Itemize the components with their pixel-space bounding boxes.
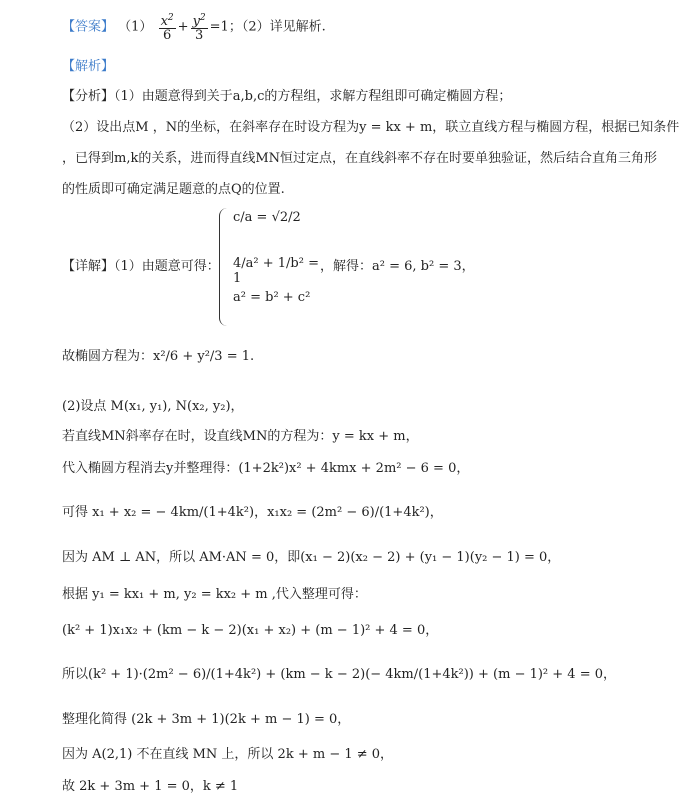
step-3: 代入椭圆方程消去y并整理得：(1+2k²)x² + 4kmx + 2m² − 6 = 0，: [62, 461, 470, 476]
sys-eq-3: a² = b² + c²: [233, 290, 311, 305]
sys-eq-1: c/a = √2/2: [233, 210, 301, 225]
answer-frac-x: $\frac{x^2}{6}$: [160, 13, 174, 43]
sys-eq-2: 4/a² + 1/b² = 1: [233, 256, 319, 286]
step-5: 因为 AM ⊥ AN，所以 AM·AN = 0，即(x₁ − 2)(x₂ − 2) + (y₁ − 1)(y₂ − 1) = 0，: [62, 550, 561, 565]
detail-text: （1）由题意可得：: [114, 259, 220, 274]
answer-frac-y: $\frac{y^2}{3}$: [192, 13, 206, 43]
part2-line-2: ，已得到m,k的关系，进而得直线MN恒过定点，在直线斜率不存在时要单独验证，然后结合直角三角形: [62, 151, 658, 166]
equation-system: [219, 208, 319, 328]
answer-line: 【答案】 （1） $\frac{x^2}{6}$ + $\frac{y^2}{3}$ =1；（2）详见解析.: [62, 13, 326, 43]
detail-tag: 【详解】: [62, 259, 115, 274]
part2-line-1: （2）设出点M ，N的坐标，在斜率存在时设方程为y = kx + m，联立直线方程与椭圆方程，根据已知条件: [62, 120, 680, 135]
step-8: 所以(k² + 1)·(2m² − 6)/(1+4k²) + (km − k − 2)(− 4km/(1+4k²)) + (m − 1)² + 4 = 0，: [62, 667, 617, 682]
fenxi-tag: 【分析】: [62, 89, 115, 104]
step-6: 根据 y₁ = kx₁ + m, y₂ = kx₂ + m ,代入整理可得：: [62, 587, 367, 602]
step-2: 若直线MN斜率存在时，设直线MN的方程为：y = kx + m，: [62, 429, 419, 444]
step-10: 因为 A(2,1) 不在直线 MN 上，所以 2k + m − 1 ≠ 0，: [62, 747, 394, 762]
step-11: 故 2k + 3m + 1 = 0，k ≠ 1: [62, 779, 239, 794]
answer-tag: 【答案】: [62, 19, 115, 35]
step-7: (k² + 1)x₁x₂ + (km − k − 2)(x₁ + x₂) + (m − 1)² + 4 = 0，: [62, 623, 439, 638]
ellipse-eq-line: 故椭圆方程为：x²/6 + y²/3 = 1.: [62, 349, 255, 364]
analysis-tag: 【解析】: [62, 59, 115, 74]
fenxi-line: [62, 88, 511, 106]
answer-part1-label: （1）: [118, 19, 153, 35]
solve-text: ，解得：a² = 6, b² = 3，: [320, 259, 475, 274]
part2-line-3: 的性质即可确定满足题意的点Q的位置.: [62, 182, 285, 197]
step-1: (2)设点 M(x₁, y₁), N(x₂, y₂)，: [62, 399, 244, 414]
step-4: 可得 x₁ + x₂ = − 4km/(1+4k²)，x₁x₂ = (2m² − 6)/(1+4k²)，: [62, 505, 443, 520]
answer-rest: =1；（2）详见解析.: [209, 19, 326, 35]
step-9: 整理化简得 (2k + 3m + 1)(2k + m − 1) = 0，: [62, 712, 351, 727]
brace-icon: [219, 208, 229, 326]
detail-line: [62, 258, 220, 276]
fenxi-text: （1）由题意得到关于a,b,c的方程组，求解方程组即可确定椭圆方程；: [114, 89, 512, 104]
